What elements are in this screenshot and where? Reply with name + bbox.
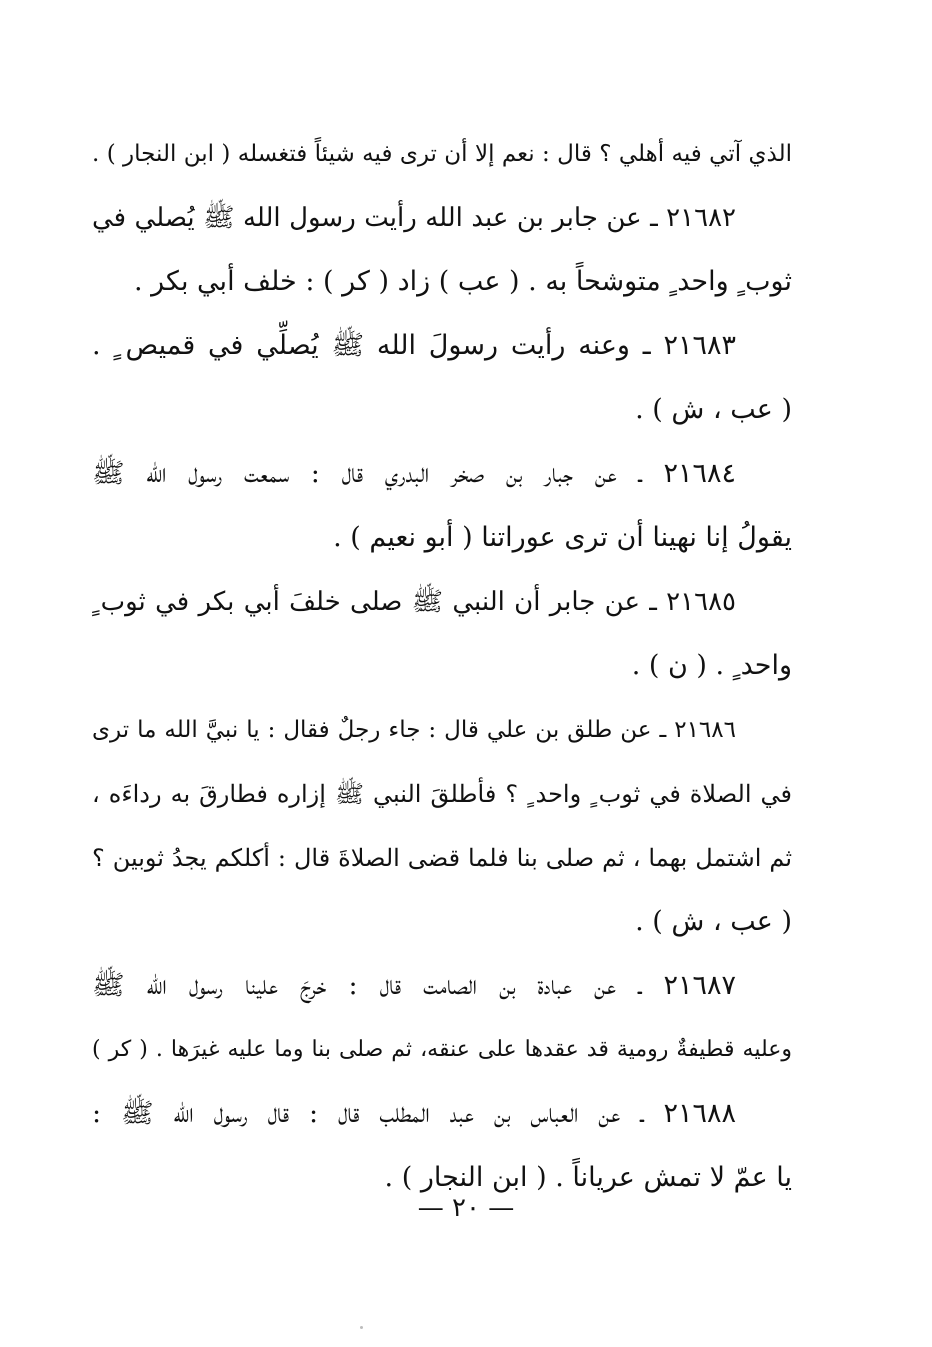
scan-speck: [360, 1326, 363, 1329]
hadith-21688-line-1: ٢١٦٨٨ ـ عن العباس بن عبد المطلب قال : قال رسول الله ﷺ :: [92, 1098, 736, 1129]
hadith-21686-line-1: ٢١٦٨٦ ـ عن طلق بن علي قال : جاء رجلٌ فقال : يا نبيَّ الله ما ترى: [92, 717, 736, 743]
hadith-21683-line-2: ( عب ، ش ) .: [635, 394, 792, 425]
hadith-21686-line-2: في الصلاة في ثوب ٍ واحد ٍ ؟ فأطلقَ النبي ﷺ إزاره فطارقَ به رداءَه ،: [92, 780, 792, 808]
hadith-21688-line-2: يا عمّ لا تمش عرياناً . ( ابن النجار ) .: [384, 1162, 792, 1193]
hadith-21687-line-1: ٢١٦٨٧ ـ عن عبادة بن الصامت قال : خرجَ علينا رسول الله ﷺ: [92, 970, 736, 1001]
hadith-21682-line-2: ثوب ٍ واحد ٍ متوشحاً به . ( عب ) زاد ( كر ) : خلف أبي بكر .: [133, 266, 792, 297]
hadith-21683-line-1: ٢١٦٨٣ ـ وعنه رأيت رسولَ الله ﷺ يُصلِّي في قميص ٍ .: [92, 330, 736, 361]
hadith-21684-line-1: ٢١٦٨٤ ـ عن جبار بن صخر البدري قال : سمعت رسول الله ﷺ: [92, 458, 736, 489]
hadith-21686-line-4: ( عب ، ش ) .: [635, 906, 792, 937]
hadith-21686-line-3: ثم اشتمل بهما ، ثم صلى بنا فلما قضى الصلاةَ قال : أكلكم يجدُ ثوبين ؟: [92, 844, 792, 872]
page-number: — ٢٠ —: [417, 1193, 515, 1223]
page-text: [92, 122, 792, 1210]
hadith-21687-line-2: وعليه قطيفةٌ رومية قد عقدها على عنقه، ثم صلى بنا وما عليه غيرَها . ( كر ): [92, 1037, 792, 1062]
hadith-21685-line-2: واحد ٍ . ( ن ) .: [631, 650, 792, 681]
hadith-21685-line-1: ٢١٦٨٥ ـ عن جابر أن النبي ﷺ صلى خلفَ أبي بكر في ثوب ٍ: [92, 587, 736, 617]
hadith-21682-line-1: ٢١٦٨٢ ـ عن جابر بن عبد الله رأيت رسول الله ﷺ يُصلي في: [92, 203, 736, 233]
text-line: الذي آتي فيه أهلي ؟ قال : نعم إلا أن ترى فيه شيئاً فتغسله ( ابن النجار ) .: [92, 141, 792, 167]
hadith-21684-line-2: يقولُ إنا نهينا أن ترى عوراتنا ( أبو نعيم ) .: [333, 522, 792, 553]
